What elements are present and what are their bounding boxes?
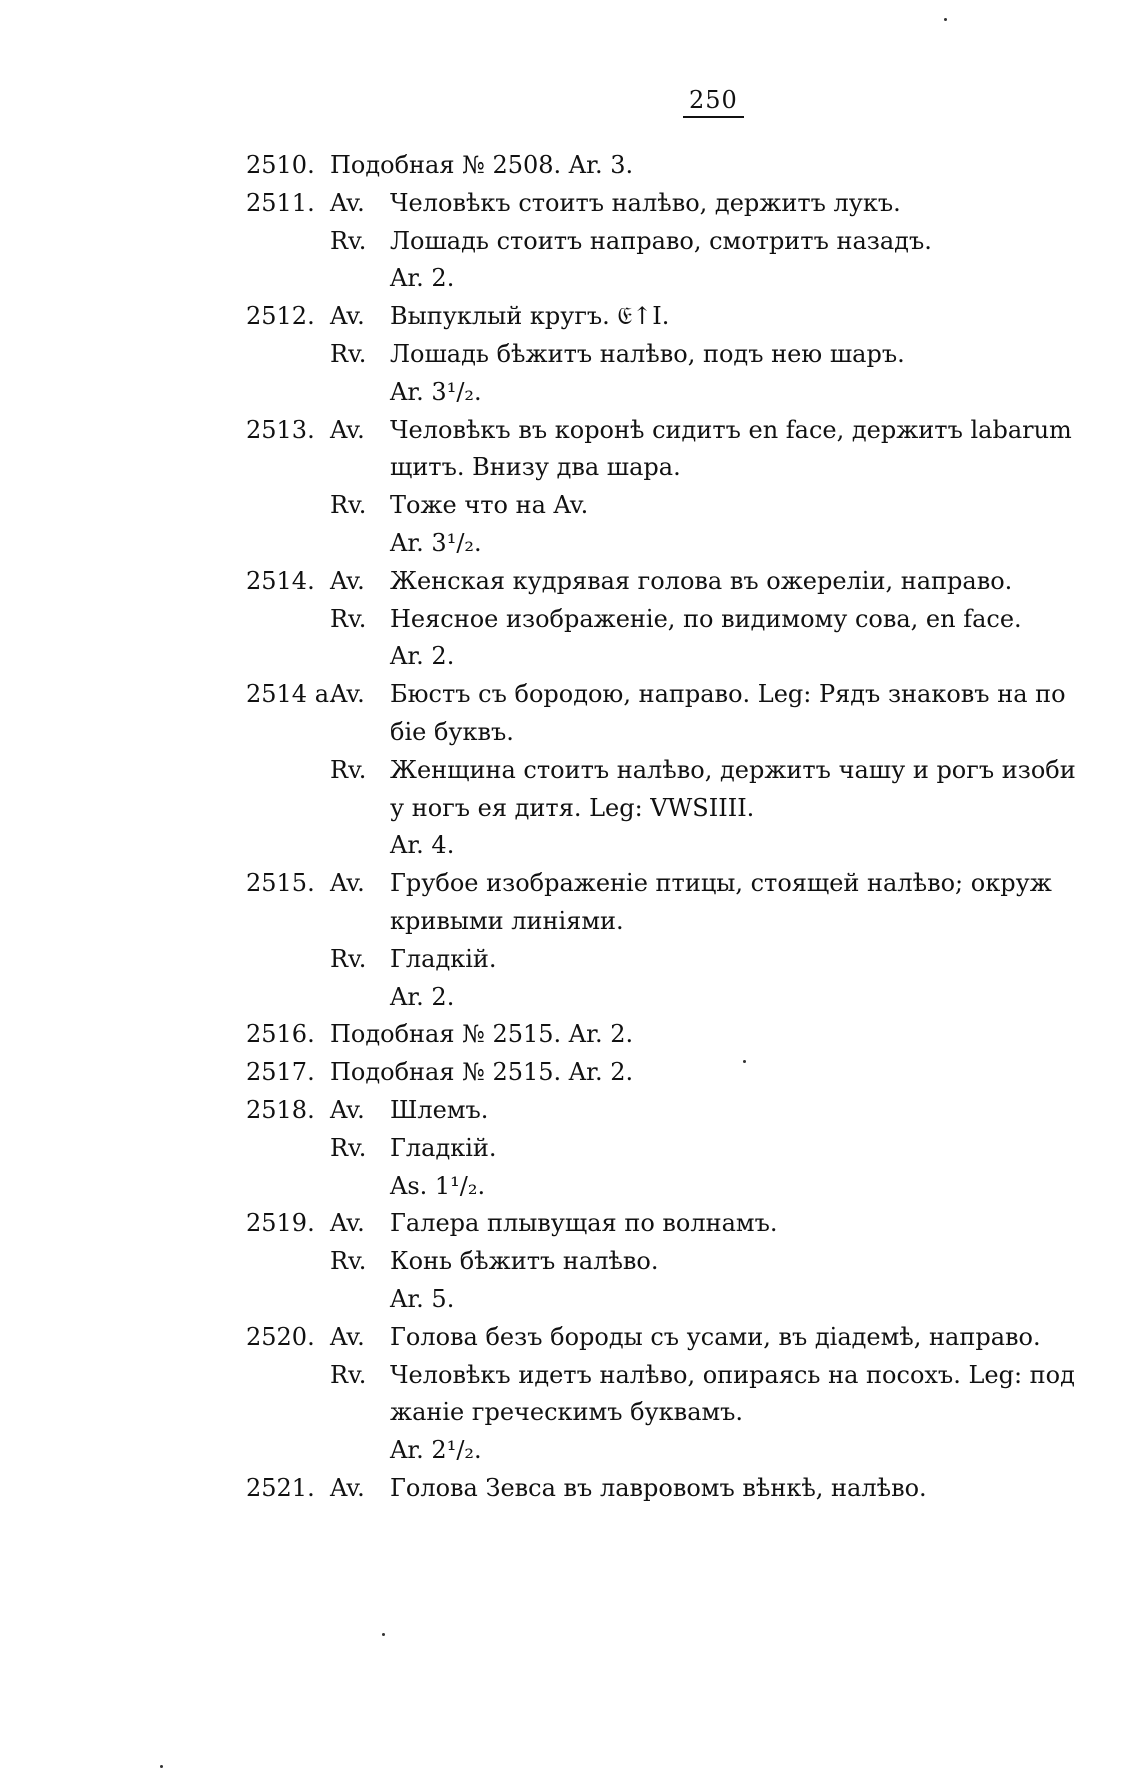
entry-text: Конь бѣжитъ налѣво.	[390, 1247, 659, 1276]
entry-text: Человѣкъ въ коронѣ сидитъ en face, держитъ labarum	[390, 415, 1072, 444]
entry-number: 2521.	[246, 1474, 315, 1502]
entry-text: бiе буквъ.	[390, 718, 514, 746]
entry-number: 2518.	[246, 1096, 315, 1124]
entry-text: Голова безъ бороды съ усами, въ дiадемѣ, направо.	[390, 1322, 1041, 1351]
entry-number: 2514 a.	[246, 680, 337, 709]
entry-text: Голова Зевса въ лавровомъ вѣнкѣ, налѣво.	[390, 1474, 927, 1502]
print-speck	[944, 18, 947, 21]
entry-text: Грубое изображенiе птицы, стоящей налѣво; окруж	[390, 869, 1052, 898]
entry-number: 2512.	[246, 302, 315, 331]
page-number: 250	[683, 86, 744, 118]
entry-side-label: Rv.	[330, 491, 367, 520]
entry-text: Ar. 2.	[390, 264, 455, 293]
entry-text: Женская кудрявая голова въ ожерелiи, направо.	[390, 566, 1013, 595]
entry-text: Лошадь бѣжитъ налѣво, подъ нею шаръ.	[390, 340, 905, 368]
entry-number: 2515.	[246, 869, 315, 898]
entry-text: жанiе греческимъ буквамъ.	[390, 1398, 744, 1427]
entry-text: Ar. 3¹/₂.	[390, 377, 482, 406]
entry-side-label: Av.	[330, 1474, 365, 1502]
entry-text: Подобная № 2515. Ar. 2.	[330, 1020, 634, 1049]
entry-text: Лошадь стоитъ направо, смотритъ назадъ.	[390, 226, 932, 255]
entry-number: 2517.	[246, 1058, 315, 1087]
entry-text: Бюстъ съ бородою, направо. Leg: Рядъ знаковъ на по	[390, 680, 1066, 709]
entry-side-label: Rv.	[330, 340, 367, 368]
entry-text: Подобная № 2515. Ar. 2.	[330, 1058, 634, 1087]
entry-text: Ar. 2¹/₂.	[390, 1436, 482, 1465]
entry-text: Ar. 2.	[390, 642, 455, 671]
entry-text: Ar. 2.	[390, 982, 455, 1011]
entry-number: 2519.	[246, 1209, 315, 1238]
entry-text: Женщина стоитъ налѣво, держитъ чашу и рогъ изоби	[390, 755, 1076, 784]
entry-text: Выпуклый кругъ. 𝔈↑I.	[390, 302, 670, 331]
entry-side-label: Av.	[330, 188, 365, 217]
entry-side-label: Av.	[330, 302, 365, 331]
entry-side-label: Rv.	[330, 944, 367, 973]
entry-side-label: Rv.	[330, 1133, 367, 1162]
entry-side-label: Rv.	[330, 755, 367, 784]
entry-side-label: Av.	[330, 566, 365, 595]
entry-number: 2514.	[246, 566, 315, 595]
entry-side-label: Av.	[330, 680, 365, 709]
entry-text: Человѣкъ стоитъ налѣво, держитъ лукъ.	[390, 188, 901, 217]
print-speck	[382, 1633, 385, 1636]
entry-text: Неясное изображенiе, по видимому сова, en face.	[390, 604, 1022, 633]
entry-text: As. 1¹/₂.	[390, 1171, 486, 1200]
entry-text: Человѣкъ идетъ налѣво, опираясь на посохъ. Leg: под	[390, 1360, 1075, 1389]
entry-side-label: Rv.	[330, 1247, 367, 1276]
entry-side-label: Av.	[330, 869, 365, 898]
entry-side-label: Av.	[330, 415, 365, 444]
entry-number: 2520.	[246, 1322, 315, 1351]
entry-text: Подобная № 2508. Ar. 3.	[330, 151, 634, 179]
entry-side-label: Rv.	[330, 226, 367, 255]
entry-number: 2516.	[246, 1020, 315, 1049]
entry-number: 2510.	[246, 151, 315, 179]
entry-text: Гладкiй.	[390, 944, 497, 973]
print-speck	[160, 1765, 163, 1768]
entry-number: 2513.	[246, 415, 315, 444]
entry-side-label: Av.	[330, 1209, 365, 1238]
print-speck	[743, 1060, 746, 1063]
entry-side-label: Rv.	[330, 604, 367, 633]
entry-number: 2511.	[246, 188, 315, 217]
entry-text: кривыми линiями.	[390, 907, 624, 935]
entry-text: Тоже что на Av.	[390, 491, 589, 520]
entry-text: Галера плывущая по волнамъ.	[390, 1209, 778, 1238]
entry-text: Ar. 3¹/₂.	[390, 529, 482, 557]
entry-text: у ногъ ея дитя. Leg: VWSIIII.	[390, 793, 755, 822]
entry-text: Гладкiй.	[390, 1133, 497, 1162]
entry-text: Ar. 4.	[390, 831, 455, 860]
entry-side-label: Av.	[330, 1322, 365, 1351]
entry-text: щитъ. Внизу два шара.	[390, 453, 681, 482]
entry-side-label: Av.	[330, 1096, 365, 1124]
entry-side-label: Rv.	[330, 1360, 367, 1389]
entry-text: Ar. 5.	[390, 1285, 455, 1313]
entry-text: Шлемъ.	[390, 1096, 489, 1124]
